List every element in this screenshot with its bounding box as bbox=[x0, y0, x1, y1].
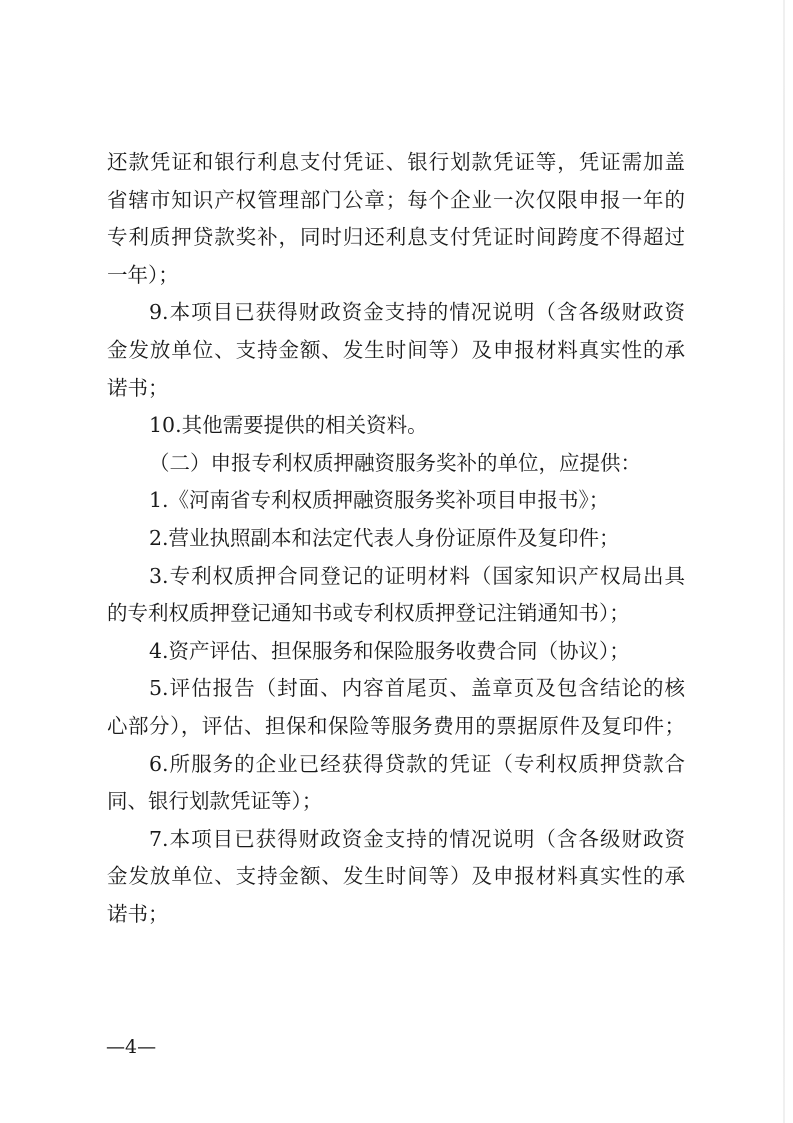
text-line: 9.本项目已获得财政资金支持的情况说明（含各级财政资 bbox=[149, 300, 685, 325]
text-line: 1.《河南省专利权质押融资服务奖补项目申报书》； bbox=[149, 488, 610, 513]
text-line: 省辖市知识产权管理部门公章；每个企业一次仅限申报一年的 bbox=[107, 187, 685, 212]
text-line: 心部分），评估、担保和保险等服务费用的票据原件及复印件； bbox=[107, 713, 685, 738]
section-heading: （二）申报专利权质押融资服务奖补的单位，应提供： bbox=[149, 450, 641, 475]
text-line: 一年）； bbox=[107, 262, 179, 287]
text-line: 金发放单位、支持金额、发生时间等）及申报材料真实性的承 bbox=[107, 864, 685, 889]
text-line: 3.专利权质押合同登记的证明材料（国家知识产权局出具 bbox=[149, 563, 685, 588]
text-line: 专利质押贷款奖补，同时归还利息支付凭证时间跨度不得超过 bbox=[107, 225, 685, 250]
text-line: 5.评估报告（封面、内容首尾页、盖章页及包含结论的核 bbox=[149, 676, 685, 701]
text-line: 2.营业执照副本和法定代表人身份证原件及复印件； bbox=[149, 525, 620, 550]
text-line: 7.本项目已获得财政资金支持的情况说明（含各级财政资 bbox=[149, 826, 685, 851]
text-line: 6.所服务的企业已经获得贷款的凭证（专利权质押贷款合 bbox=[149, 751, 685, 776]
page-number: —4— bbox=[106, 1036, 157, 1058]
text-line: 金发放单位、支持金额、发生时间等）及申报材料真实性的承 bbox=[107, 337, 685, 362]
text-line: 的专利权质押登记通知书或专利权质押登记注销通知书）； bbox=[107, 601, 630, 626]
text-line: 同、银行划款凭证等）； bbox=[107, 789, 323, 814]
text-line: 10.其他需要提供的相关资料。 bbox=[149, 413, 428, 438]
text-line: 4.资产评估、担保服务和保险服务收费合同（协议）； bbox=[149, 638, 630, 663]
text-line: 还款凭证和银行利息支付凭证、银行划款凭证等，凭证需加盖 bbox=[107, 150, 685, 174]
text-line: 诺书； bbox=[107, 375, 169, 400]
page-edge-shadow bbox=[783, 0, 785, 1123]
text-line: 诺书； bbox=[107, 901, 169, 926]
document-body bbox=[107, 144, 685, 933]
